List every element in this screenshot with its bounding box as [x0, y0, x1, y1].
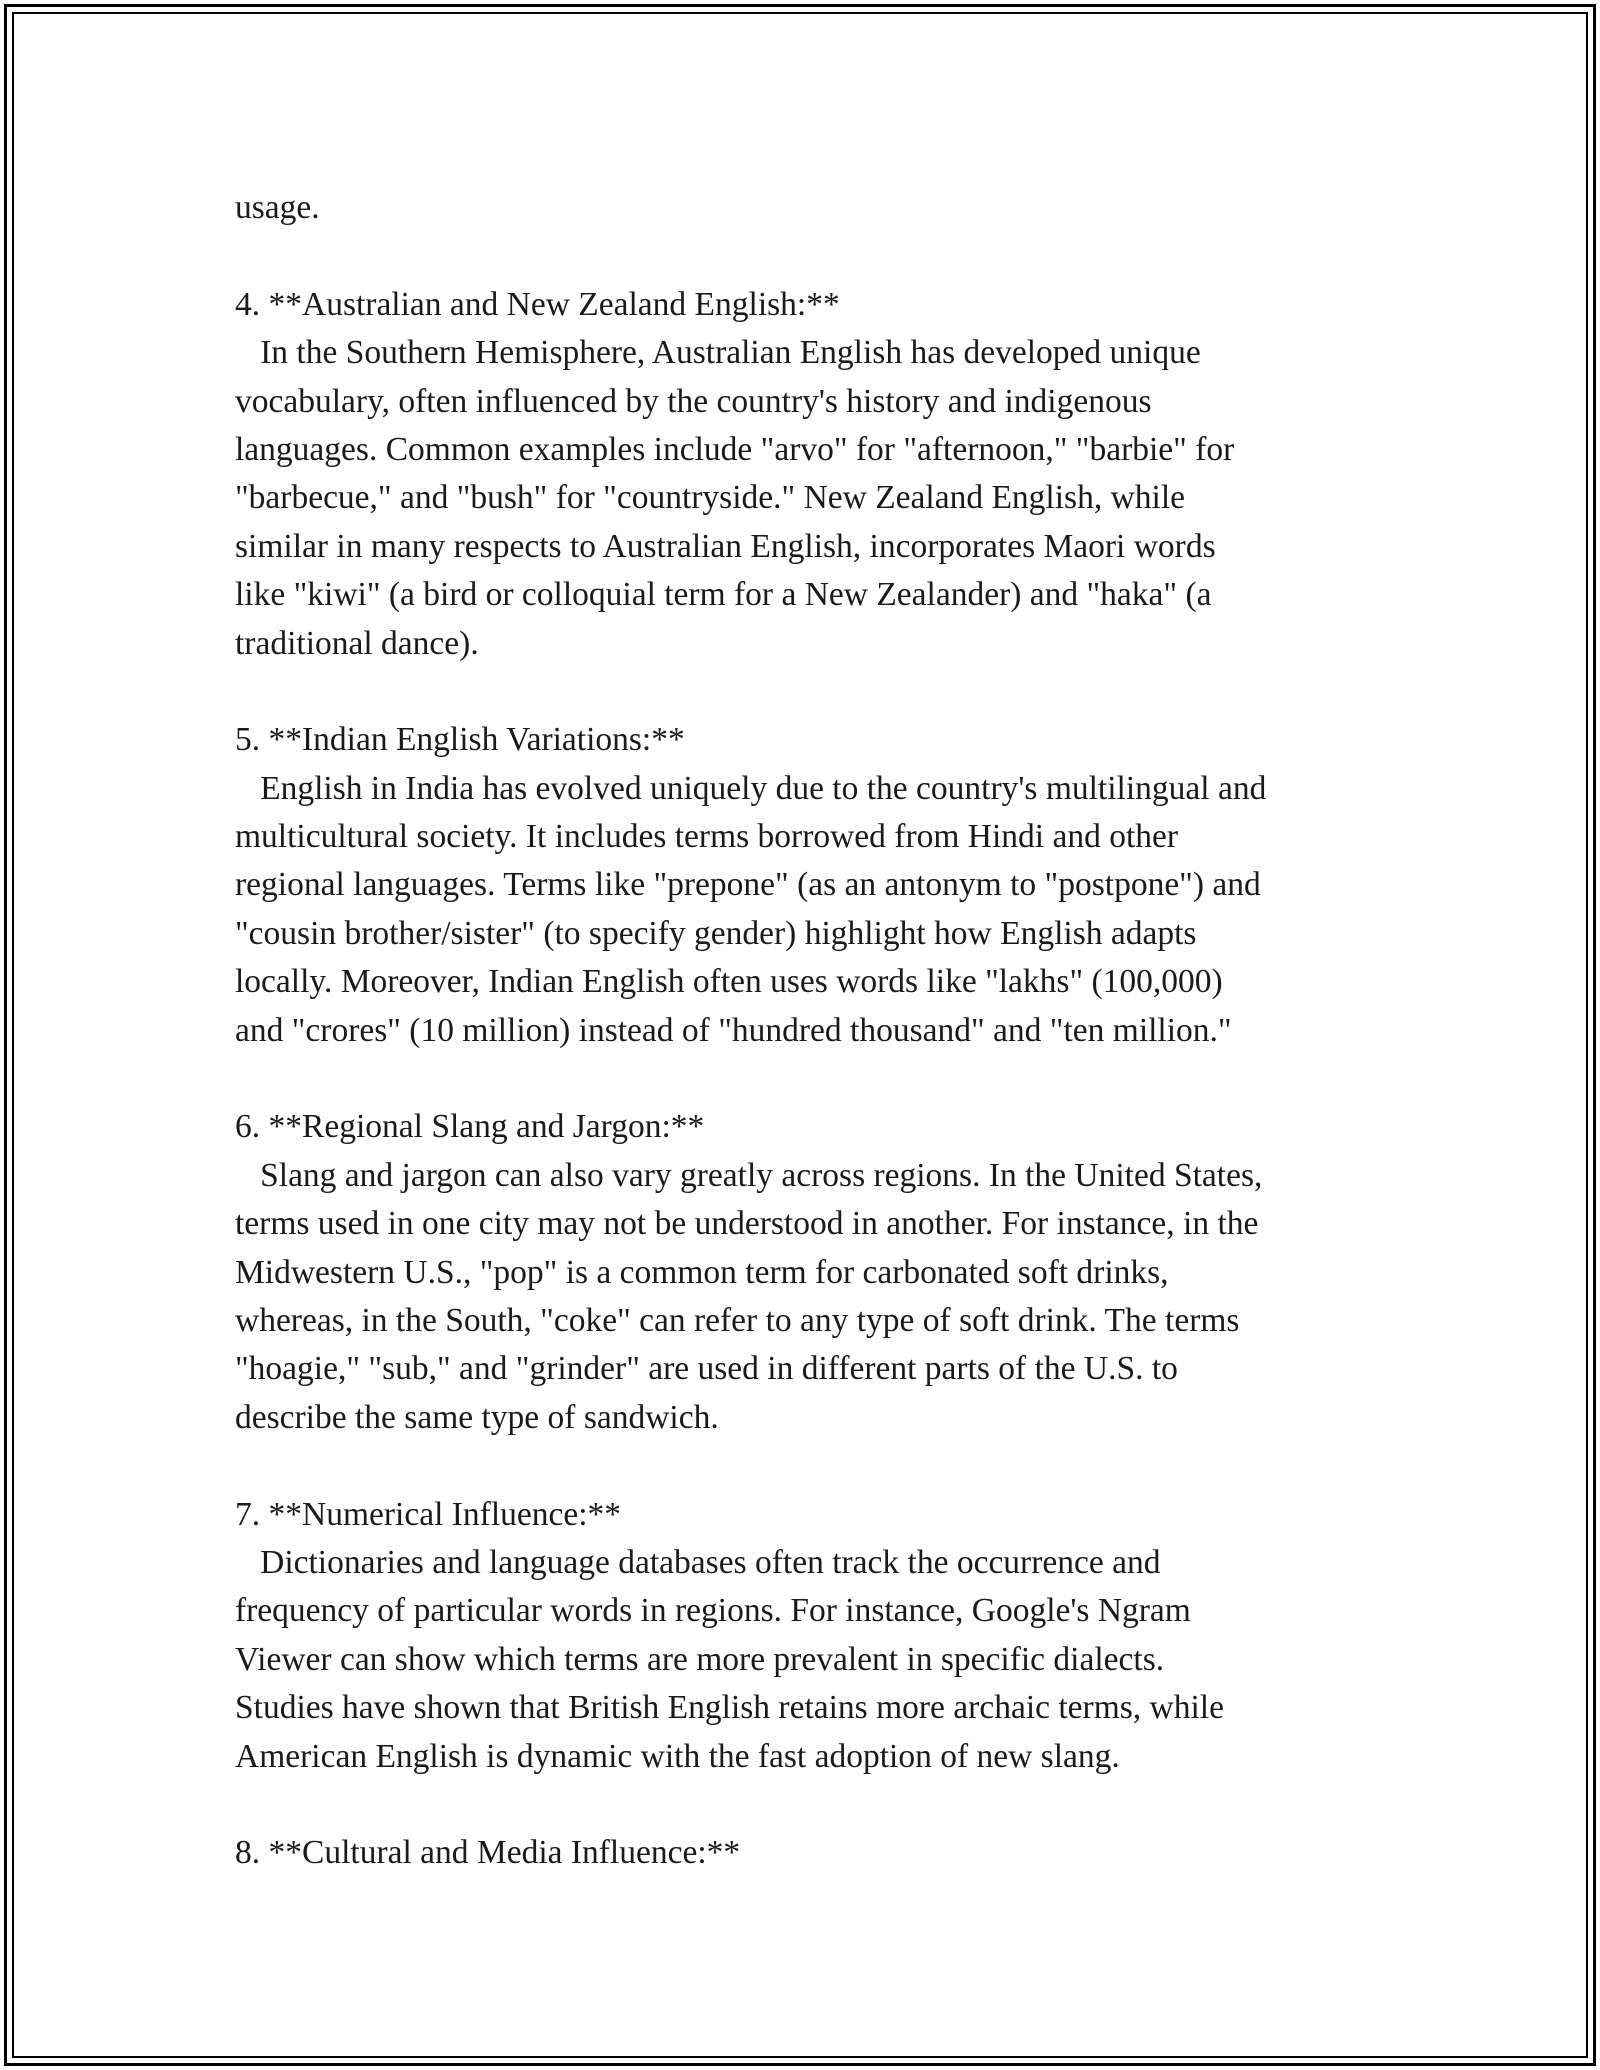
section-australian-nz-english	[235, 281, 1405, 668]
paragraph-gap	[235, 668, 1405, 716]
section-cultural-media-influence	[235, 1829, 1405, 1877]
continuation-line: usage.	[235, 189, 320, 226]
section-numerical-influence	[235, 1491, 1405, 1781]
body-line: terms used in one city may not be understood in another. For instance, in the	[235, 1205, 1259, 1243]
body-line: "barbecue," and "bush" for "countryside." New Zealand English, while	[235, 479, 1185, 517]
paragraph-gap	[235, 1055, 1405, 1103]
body-line: whereas, in the South, "coke" can refer to any type of soft drink. The terms	[235, 1301, 1240, 1339]
body-line: Viewer can show which terms are more prevalent in specific dialects.	[235, 1640, 1165, 1678]
section-heading: 7. **Numerical Influence:**	[235, 1495, 622, 1533]
section-heading: 4. **Australian and New Zealand English:**	[235, 285, 840, 323]
body-line: locally. Moreover, Indian English often uses words like "lakhs" (100,000)	[235, 963, 1223, 1001]
paragraph-gap	[235, 232, 1405, 280]
body-line: Slang and jargon can also vary greatly across regions. In the United States,	[235, 1156, 1263, 1194]
document-body	[235, 184, 1405, 1878]
body-line: American English is dynamic with the fast adoption of new slang.	[235, 1737, 1120, 1775]
body-line: English in India has evolved uniquely due to the country's multilingual and	[235, 769, 1267, 807]
paragraph-gap	[235, 1781, 1405, 1829]
body-line: similar in many respects to Australian English, incorporates Maori words	[235, 527, 1216, 565]
section-heading: 6. **Regional Slang and Jargon:**	[235, 1108, 705, 1146]
body-line: Midwestern U.S., "pop" is a common term for carbonated soft drinks,	[235, 1253, 1169, 1291]
body-line: multicultural society. It includes terms borrowed from Hindi and other	[235, 818, 1179, 856]
body-line: "cousin brother/sister" (to specify gender) highlight how English adapts	[235, 914, 1197, 952]
body-line: languages. Common examples include "arvo" for "afternoon," "barbie" for	[235, 430, 1235, 468]
body-line: In the Southern Hemisphere, Australian English has developed unique	[235, 334, 1201, 372]
body-line: Dictionaries and language databases often track the occurrence and	[235, 1543, 1161, 1581]
section-heading: 5. **Indian English Variations:**	[235, 721, 685, 759]
body-line: frequency of particular words in regions. For instance, Google's Ngram	[235, 1592, 1191, 1630]
body-line: and "crores" (10 million) instead of "hundred thousand" and "ten million."	[235, 1011, 1232, 1049]
body-line: Studies have shown that British English retains more archaic terms, while	[235, 1689, 1224, 1727]
section-heading: 8. **Cultural and Media Influence:**	[235, 1834, 741, 1872]
body-line: vocabulary, often influenced by the country's history and indigenous	[235, 382, 1152, 420]
paragraph-gap	[235, 1442, 1405, 1490]
body-line: "hoagie," "sub," and "grinder" are used in different parts of the U.S. to	[235, 1350, 1178, 1388]
section-regional-slang	[235, 1103, 1405, 1442]
body-line: regional languages. Terms like "prepone" (as an antonym to "postpone") and	[235, 866, 1261, 904]
body-line: like "kiwi" (a bird or colloquial term for a New Zealander) and "haka" (a	[235, 576, 1212, 614]
body-line: traditional dance).	[235, 624, 479, 662]
body-line: describe the same type of sandwich.	[235, 1398, 719, 1436]
section-indian-english	[235, 716, 1405, 1055]
